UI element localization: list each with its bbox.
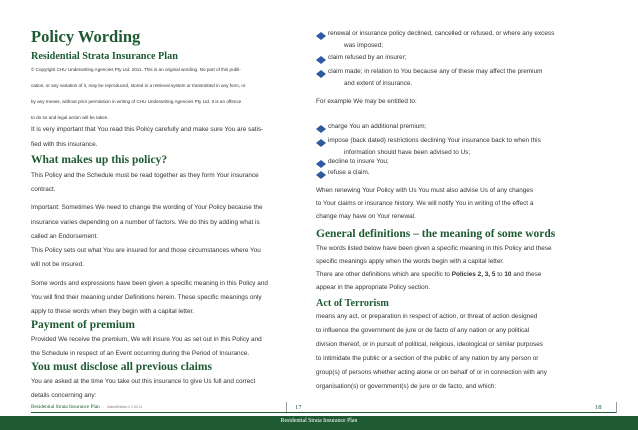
text-run: to	[497, 271, 503, 278]
body-text: appear in the appropriate Policy section.	[316, 284, 431, 291]
bullet-text: and extent of insurance.	[344, 80, 413, 87]
footer-rule	[31, 412, 616, 413]
body-text: This Policy and the Schedule must be read together as they form Your insurance	[31, 172, 259, 179]
bullet-arrow-icon	[316, 125, 326, 133]
body-text: Provided We receive the premium, We will insure You as set out in this Policy and	[31, 336, 262, 343]
bullet-text: decline to insure You;	[328, 158, 389, 165]
body-text: means any act, or preparation in respect of action, or threat of action designed	[316, 313, 538, 320]
body-text: contract.	[31, 186, 56, 193]
footer-left-label	[31, 404, 142, 410]
what-heading: What makes up this policy?	[31, 154, 168, 166]
bullet-text: refuse a claim.	[328, 169, 370, 176]
plan-heading: Residential Strata Insurance Plan	[31, 51, 178, 62]
body-text: the Schedule in respect of an Event occurring during the Period of Insurance.	[31, 350, 250, 357]
disclose-heading: You must disclose all previous claims	[31, 361, 212, 373]
bullet-arrow-icon	[316, 139, 326, 147]
body-text: specific meanings apply when the words begin with a capital letter.	[316, 258, 504, 265]
copyright-line: cation, or any variation of it, may be reproduced, stored in a retrieval system or transmitted in any form, or	[31, 83, 246, 88]
text-run: and these	[513, 271, 542, 278]
body-text: When renewing Your Policy with Us You must also advise Us of any changes	[316, 187, 534, 194]
body-text: The words listed below have been given a specific meaning in this Policy and these	[316, 245, 552, 252]
copyright-line: by any means, without prior permission in writing of CHU Underwriting Agencies Pty Ltd. It is an offence	[31, 99, 242, 104]
copyright-line: © Copyright CHU Underwriting Agencies Pty Ltd. 2011. This is an original wording. No part of this publi-	[31, 67, 241, 72]
footer-band-text: Residential Strata Insurance Plan	[280, 418, 358, 424]
bullet-arrow-icon	[316, 70, 326, 78]
footer-edition-code: Dated/Edition 0 1.02.11	[107, 405, 143, 409]
body-text: This Policy sets out what You are insured for and those circumstances where You	[31, 247, 261, 254]
footer-plan-name: Residential Strata Insurance Plan	[31, 404, 100, 410]
bullet-arrow-icon	[316, 32, 326, 40]
bullet-text: information should have been advised to Us;	[344, 149, 471, 156]
body-text: group(s) of persons whether acting alone or on behalf of or in connection with any	[316, 369, 547, 376]
body-text: called an Endorsement.	[31, 233, 99, 240]
bullet-arrow-icon	[316, 160, 326, 168]
body-text: to Your claims or insurance history. We will notify You in writing of the effect a	[316, 200, 534, 207]
bullet-text: impose (back dated) restrictions declining Your insurance back to when this	[328, 137, 541, 144]
body-text: will not be insured.	[31, 261, 84, 268]
body-text: You are asked at the time You take out this insurance to give Us full and correct	[31, 378, 256, 385]
body-text	[316, 270, 541, 281]
body-text: insurance varies depending on a number of factors. We do this by adding what is	[31, 219, 260, 226]
intro-text: It is very important that You read this Policy carefully and make sure You are satis-	[31, 126, 264, 133]
bullet-arrow-icon	[316, 56, 326, 64]
body-text: to intimidate the public or a section of the public of any nation by any person or	[316, 355, 539, 362]
copyright-line: to do so and legal action will be taken.	[31, 115, 109, 120]
page-number-right: 18	[595, 404, 602, 411]
body-text: apply to these words when they begin with a capital letter.	[31, 308, 195, 315]
body-text: division thereof, or in pursuit of political, religious, ideological or similar purposes	[316, 341, 543, 348]
bullet-text: charge You an additional premium;	[328, 123, 427, 130]
bullet-text: was imposed;	[344, 42, 384, 49]
intro-text: fied with this insurance.	[31, 141, 98, 148]
body-text: Important: Sometimes We need to change the wording of Your Policy because the	[31, 204, 263, 211]
body-text: For example We may be entitled to:	[316, 98, 417, 105]
text-run: There are other definitions which are specific to	[316, 271, 450, 278]
body-text: change may have on Your renewal.	[316, 213, 416, 220]
text-run-bold: Policies 2, 3, 5	[451, 271, 496, 278]
terrorism-heading: Act of Terrorism	[316, 298, 389, 309]
body-text: organisation(s) or government(s) de jure or de facto, and which:	[316, 383, 497, 390]
bullet-text: claim refused by an insurer;	[328, 54, 407, 61]
body-text: to influence the government de jure or de facto of any nation or any political	[316, 327, 530, 334]
bullet-text: renewal or insurance policy declined, cancelled or refused, or where any excess	[328, 30, 555, 37]
body-text: Some words and expressions have been given a specific meaning in this Policy and	[31, 280, 268, 287]
general-definitions-heading: General definitions – the meaning of some words	[316, 228, 556, 240]
body-text: You will find their meaning under Definitions herein. These specific meanings only	[31, 294, 262, 301]
payment-heading: Payment of premium	[31, 319, 135, 331]
bullet-arrow-icon	[316, 171, 326, 179]
page-title: Policy Wording	[31, 27, 141, 46]
page-number-left: 17	[295, 404, 302, 411]
bullet-text: claim made; in relation to You because any of these may affect the premium	[328, 68, 543, 75]
text-run-bold: 10	[504, 271, 512, 278]
body-text: details concerning any:	[31, 392, 97, 399]
